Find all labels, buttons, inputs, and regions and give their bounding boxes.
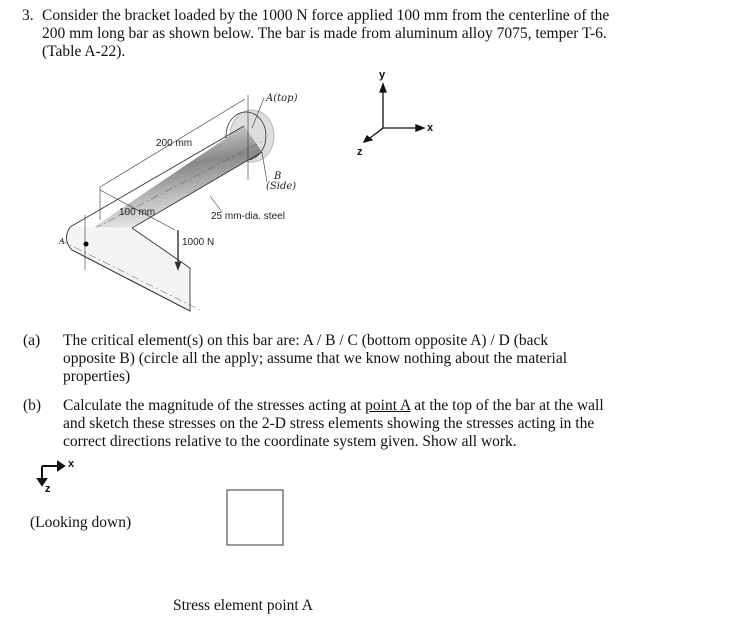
stress-element-caption: Stress element point A bbox=[173, 597, 313, 614]
point-a-top-label: A(top) bbox=[266, 93, 298, 104]
problem-number: 3. bbox=[22, 7, 34, 24]
problem-line-1: Consider the bracket loaded by the 1000 N force applied 100 mm from the centerline of the bbox=[42, 7, 610, 24]
part-a-label: (a) bbox=[23, 332, 41, 349]
part-a-line-3: properties) bbox=[63, 368, 131, 385]
problem-line-3: (Table A-22). bbox=[42, 43, 126, 60]
part-b-label: (b) bbox=[23, 397, 42, 414]
point-a-end-label: A bbox=[59, 237, 65, 246]
part-b-line-2: and sketch these stresses on the 2-D stress elements showing the stresses acting in the bbox=[63, 415, 595, 432]
point-a-underlined: point A bbox=[365, 397, 411, 414]
dim-200mm: 200 mm bbox=[156, 138, 193, 149]
part-b-line-1 bbox=[63, 397, 604, 415]
part-b-line-3: correct directions relative to the coordinate system given. Show all work. bbox=[63, 433, 517, 450]
part-b-line-1-pre: Calculate the magnitude of the stresses acting at bbox=[63, 397, 366, 414]
axis-z-label: z bbox=[357, 146, 363, 158]
dim-100mm: 100 mm bbox=[119, 207, 156, 218]
looking-down-axes bbox=[38, 462, 64, 485]
point-b-label: B bbox=[274, 171, 282, 182]
part-a-line-1: The critical element(s) on this bar are: A / B / C (bottom opposite A) / D (back bbox=[63, 332, 549, 349]
point-b-side-label: (Side) bbox=[266, 181, 297, 192]
looking-down-z-label: z bbox=[45, 483, 51, 495]
stress-element-box bbox=[227, 490, 283, 545]
xyz-axes bbox=[364, 84, 424, 142]
part-b-line-1-post: at the top of the bar at the wall bbox=[410, 397, 604, 414]
force-label: 1000 N bbox=[182, 237, 215, 248]
axis-x-label: x bbox=[427, 122, 434, 134]
bar-material-label: 25 mm-dia. steel bbox=[211, 211, 285, 222]
problem-line-2: 200 mm long bar as shown below. The bar is made from aluminum alloy 7075, temper T-6. bbox=[42, 25, 607, 42]
axis-y-label: y bbox=[379, 69, 386, 81]
looking-down-x-label: x bbox=[68, 458, 75, 470]
looking-down-caption: (Looking down) bbox=[30, 514, 132, 531]
part-a-line-2: opposite B) (circle all the apply; assume that we know nothing about the material bbox=[63, 350, 568, 367]
bracket-arm bbox=[60, 227, 200, 311]
